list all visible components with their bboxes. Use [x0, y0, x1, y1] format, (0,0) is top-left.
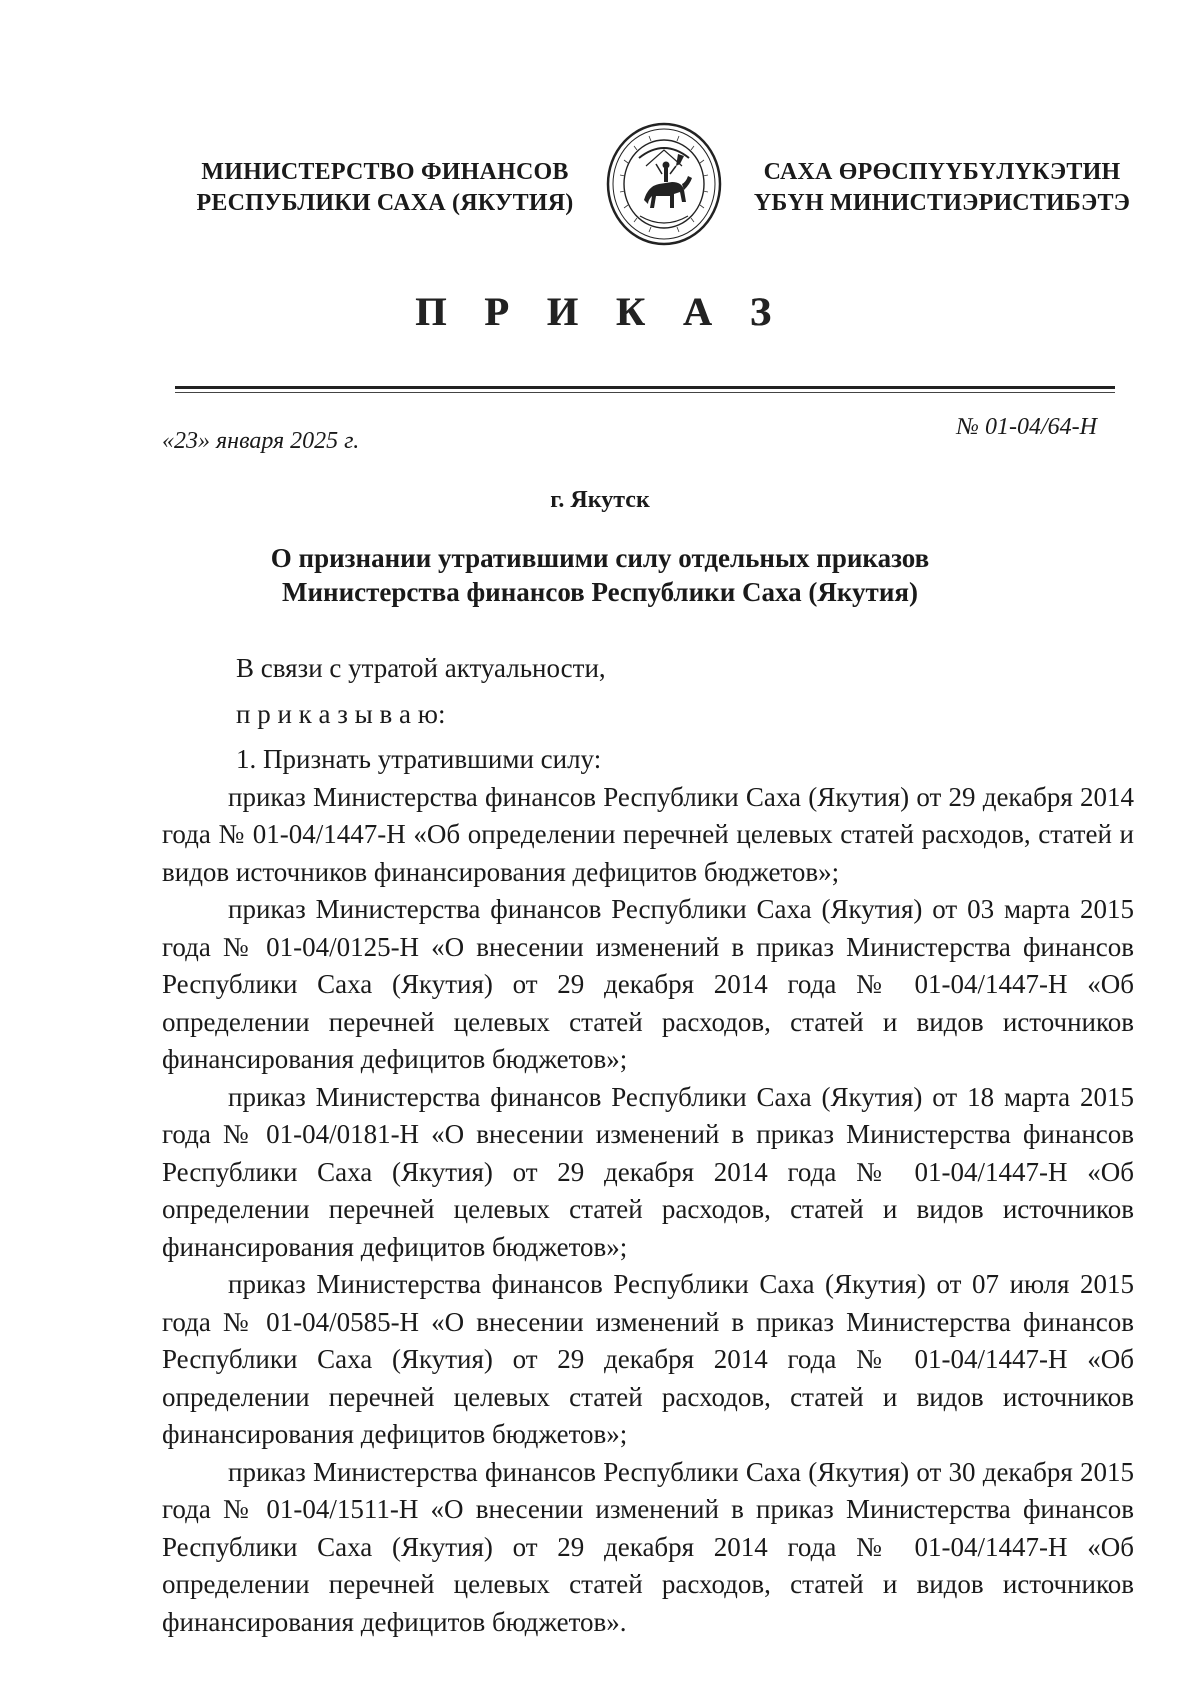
- list-item: приказ Министерства финансов Республики Саха (Якутия) от 30 декабря 2015 года № 01-04/1511-Н «О внесении изменений в приказ Министерства финансов Республики Саха (Якутия) от 29 декабря 2014 года № 01-04/1447-Н «Об определении перечней целевых статей расходов, статей и видов источников финансирования дефицитов бюджетов».: [162, 1456, 1134, 1637]
- ministry-name-russian: [190, 157, 580, 219]
- clause-1: 1. Признать утратившими силу:: [236, 744, 602, 774]
- coat-of-arms-icon: [604, 120, 724, 248]
- header-rule-thick: [175, 386, 1115, 389]
- order-body: [162, 650, 1134, 1641]
- order-subject-line-1: О признании утратившими силу отдельных приказов: [270, 543, 930, 573]
- order-subject: [180, 541, 1020, 609]
- document-title: П Р И К А З: [415, 289, 785, 334]
- header-rule-thin: [175, 392, 1115, 393]
- order-reason: В связи с утратой актуальности,: [236, 653, 606, 683]
- list-item: приказ Министерства финансов Республики Саха (Якутия) от 07 июля 2015 года № 01-04/0585-Н «О внесении изменений в приказ Министерства финансов Республики Саха (Якутия) от 29 декабря 2014 года № 01-04/1447-Н «Об определении перечней целевых статей расходов, статей и видов источников финансирования дефицитов бюджетов»;: [162, 1269, 1134, 1449]
- order-subject-line-2: Министерства финансов Республики Саха (Якутия): [282, 577, 918, 607]
- list-item: приказ Министерства финансов Республики Саха (Якутия) от 29 декабря 2014 года № 01-04/1447-Н «Об определении перечней целевых статей расходов, статей и видов источников финансирования дефицитов бюджетов»;: [162, 781, 1134, 887]
- order-date: «23» января 2025 г.: [162, 428, 360, 454]
- list-item: приказ Министерства финансов Республики Саха (Якутия) от 18 марта 2015 года № 01-04/0181-Н «О внесении изменений в приказ Министерства финансов Республики Саха (Якутия) от 29 декабря 2014 года № 01-04/1447-Н «Об определении перечней целевых статей расходов, статей и видов источников финансирования дефицитов бюджетов»;: [162, 1081, 1134, 1262]
- ministry-name-yakut-line-2: ҮБҮН МИНИСТИЭРИСТИБЭТЭ: [753, 190, 1131, 216]
- order-number: № 01-04/64-Н: [956, 414, 1097, 440]
- list-item: приказ Министерства финансов Республики Саха (Якутия) от 03 марта 2015 года № 01-04/0125-Н «О внесении изменений в приказ Министерства финансов Республики Саха (Якутия) от 29 декабря 2014 года № 01-04/1447-Н «Об определении перечней целевых статей расходов, статей и видов источников финансирования дефицитов бюджетов»;: [162, 894, 1134, 1074]
- order-directive: п р и к а з ы в а ю:: [236, 698, 446, 729]
- order-city: г. Якутск: [550, 487, 650, 513]
- ministry-name-yakut: [752, 157, 1132, 219]
- ministry-name-russian-line-1: МИНИСТЕРСТВО ФИНАНСОВ: [201, 159, 569, 185]
- ministry-name-yakut-line-1: САХА ӨРӨСПҮҮБҮЛҮКЭТИН: [763, 159, 1121, 185]
- ministry-name-russian-line-2: РЕСПУБЛИКИ САХА (ЯКУТИЯ): [196, 190, 574, 216]
